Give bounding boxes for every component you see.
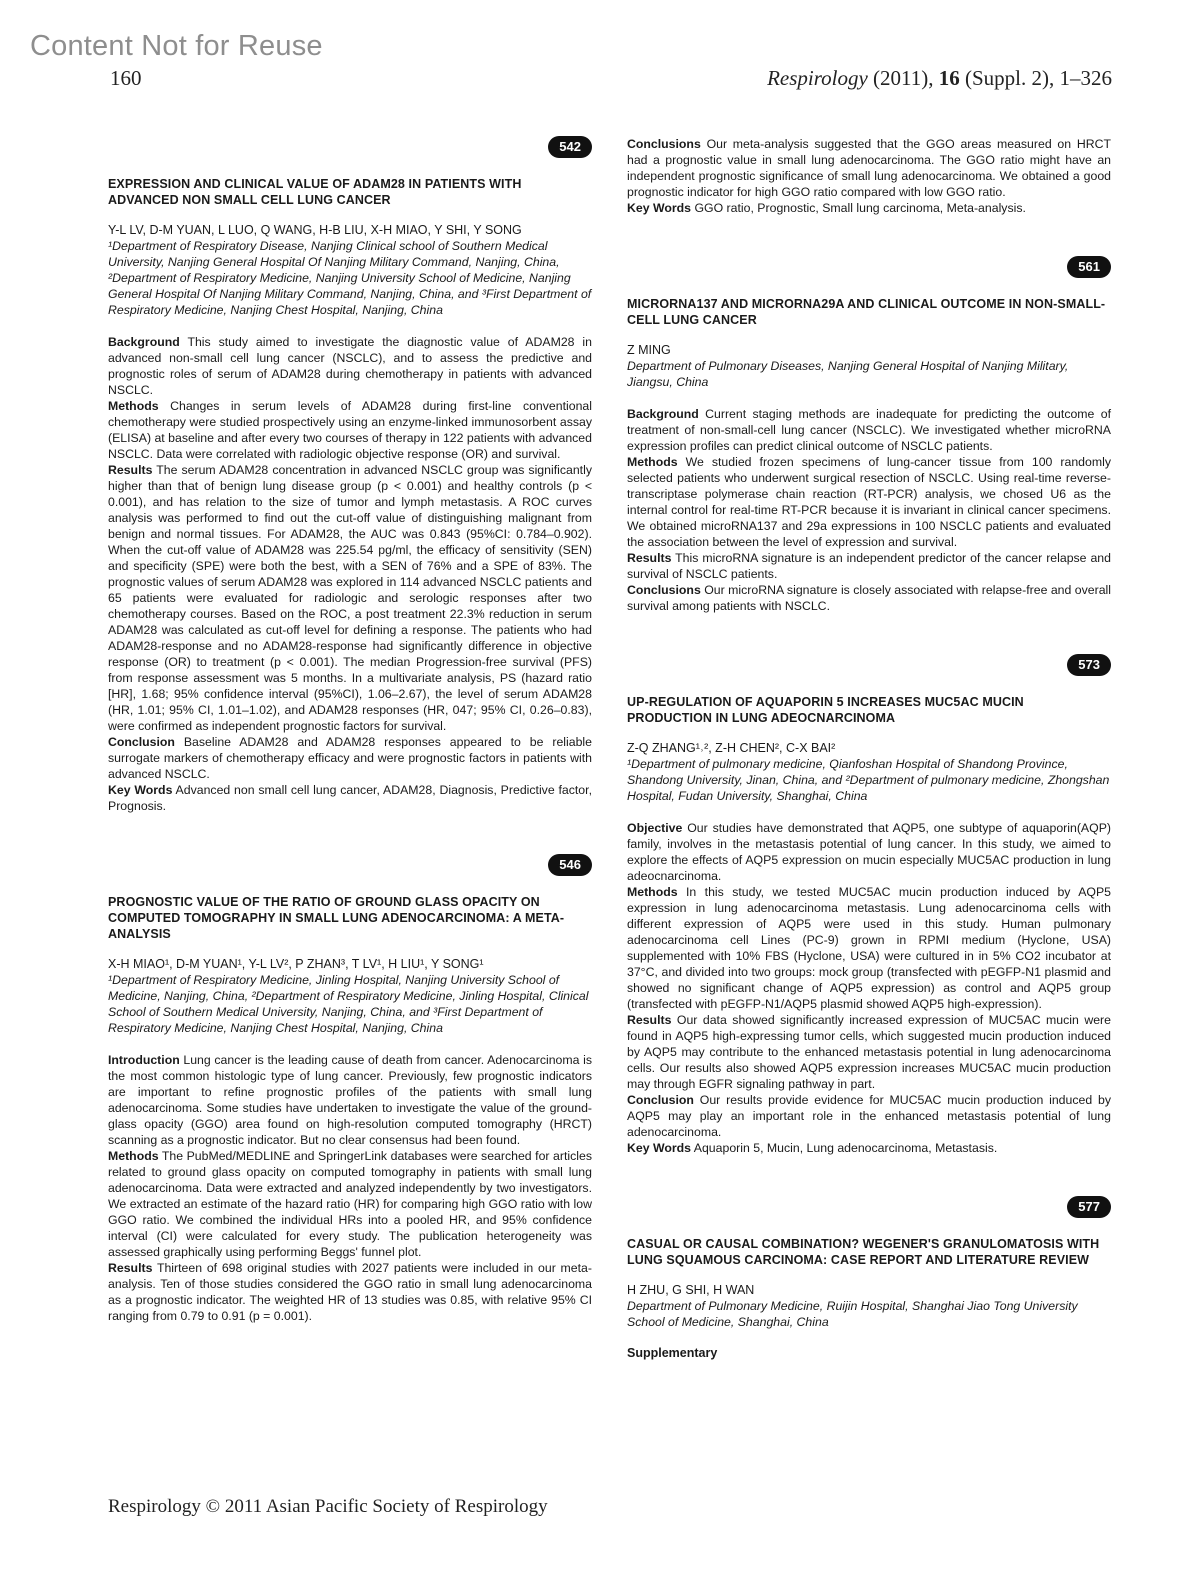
supplementary-heading: Supplementary	[627, 1346, 718, 1360]
abstract-authors: Z-Q ZHANG¹˒², Z-H CHEN², C-X BAI²	[627, 741, 836, 755]
section-text: Changes in serum levels of ADAM28 during first-line conventional chemotherapy were studied prospectively using an enzyme-linked immunosorbent assay (ELISA) at baseline and after every two courses of therapy in 122 patients with advanced NSCLC. Data were correlated with radiologic objective response (OR) and survival.	[108, 399, 592, 461]
abstract-561	[627, 256, 1111, 614]
abstract-authors: X-H MIAO¹, D-M YUAN¹, Y-L LV², P ZHAN³, T LV¹, H LIU¹, Y SONG¹	[108, 957, 484, 971]
section-text: Our microRNA signature is closely associated with relapse-free and overall survival among patients with NSCLC.	[627, 583, 1112, 613]
section-text: Baseline ADAM28 and ADAM28 responses appeared to be reliable surrogate markers of chemotherapy efficacy and were prognostic factors in patients with advanced NSCLC.	[108, 735, 592, 781]
section-text: Thirteen of 698 original studies with 2027 patients were included in our meta-analysis. Ten of those studies considered the GGO ratio in small lung adenocarcinoma as a prognostic indicator. The weighted HR of 13 studies was 0.85, with relative 95% CI ranging from 0.79 to 0.91 (p = 0.001).	[108, 1261, 592, 1323]
section-results	[108, 462, 592, 734]
abstract-authors: H ZHU, G SHI, H WAN	[627, 1283, 755, 1297]
abstract-affiliations: ¹Department of Respiratory Disease, Nanjing Clinical school of Southern Medical University, Nanjing General Hospital Of Nanjing Military Command, Nanjing, China, ²Department of Respiratory Medicine, Nanjing University School of Medicine, Nanjing General Hospital Of Nanjing Military Command, Nanjing, China, and ³First Department of Respiratory Medicine, Nanjing Chest Hospital, Nanjing, China	[108, 239, 592, 317]
section-results	[627, 550, 1111, 582]
section-text: Aquaporin 5, Mucin, Lung adenocarcinoma, Metastasis.	[693, 1141, 998, 1155]
section-conclusion	[627, 1092, 1111, 1140]
section-conclusion	[108, 734, 592, 782]
section-objective	[627, 820, 1111, 884]
section-heading: Introduction	[108, 1053, 180, 1067]
section-background	[627, 406, 1111, 454]
section-heading: Key Words	[627, 1141, 692, 1155]
section-methods	[627, 884, 1111, 1012]
section-background	[108, 334, 592, 398]
section-keywords	[627, 200, 1111, 216]
abstract-title: CASUAL OR CAUSAL COMBINATION? WEGENER'S GRANULOMATOSIS WITH LUNG SQUAMOUS CARCINOMA: CASE REPORT AND LITERATURE REVIEW	[627, 1237, 1100, 1267]
abstract-title: PROGNOSTIC VALUE OF THE RATIO OF GROUND GLASS OPACITY ON COMPUTED TOMOGRAPHY IN SMALL LUNG ADENOCARCINOMA: A META-ANALYSIS	[108, 895, 565, 941]
section-heading: Conclusion	[627, 1093, 694, 1107]
abstract-title: EXPRESSION AND CLINICAL VALUE OF ADAM28 IN PATIENTS WITH ADVANCED NON SMALL CELL LUNG CANCER	[108, 177, 522, 207]
section-text: Our meta-analysis suggested that the GGO areas measured on HRCT had a prognostic value in small lung adenocarcinoma. The GGO ratio might have an independent prognostic significance of small lung adenocarcinoma. We obtained a good prognostic indicator for high GGO ratio compared with low GGO ratio.	[627, 137, 1111, 199]
section-keywords	[108, 782, 592, 814]
journal-volume: 16	[938, 66, 960, 90]
right-column	[627, 136, 1111, 1360]
section-methods	[627, 454, 1111, 550]
section-conclusions	[627, 582, 1111, 614]
section-heading: Results	[108, 1261, 153, 1275]
section-text: We studied frozen specimens of lung-cancer tissue from 100 randomly selected patients who underwent surgical resection of NSCLC. Using real-time reverse-transcriptase polymerase chain reaction (RT-PCR) analysis, we chosed U6 as the internal control for real-time RT-PCR because it is invariant in clinical cancer specimens. We obtained microRNA137 and 29a expressions in 100 NSCLC patients and evaluated the association between the level of expression and survival.	[627, 455, 1111, 549]
page-number: 160	[110, 66, 142, 90]
section-heading: Methods	[108, 399, 159, 413]
section-text: Lung cancer is the leading cause of death from cancer. Adenocarcinoma is the most common histologic type of lung cancer. Previously, few prognostic indicators are important to refine prognostic profiles of the patients with small lung adenocarcinoma. Some studies have undertaken to investigate the value of the ground-glass opacity (GGO) area found on high-resolution computed tomography (HRCT) scanning as a prognostic indicator. But no clear consensus had been found.	[108, 1053, 592, 1147]
abstract-affiliations: Department of Pulmonary Medicine, Ruijin Hospital, Shanghai Jiao Tong University School of Medicine, Shanghai, China	[627, 1299, 1078, 1329]
section-introduction	[108, 1052, 592, 1148]
section-text: In this study, we tested MUC5AC mucin production induced by AQP5 expression in lung adenocarcinoma metastasis. Lung adenocarcinoma cells with different expression of AQP5 were used in this study. Human pulmonary adenocarcinoma cell Lines (PC-9) grown in RPMI medium (Hyclone, USA) supplemented with 10% FBS (Hyclone, USA) were cultured in in 5% CO2 incubator at 37°C, and divided into two groups: mock group (transfected with pEGFP-N1 plasmid and showed no significant change of AQP5 expression) as control and AQP5 group (transfected with pEGFP-N1/AQP5 plasmid showed AQP5 high-expression).	[627, 885, 1111, 1011]
abstract-title: MICRORNA137 AND MICRORNA29A AND CLINICAL OUTCOME IN NON-SMALL-CELL LUNG CANCER	[627, 297, 1106, 327]
section-heading: Results	[627, 1013, 672, 1027]
section-text: Advanced non small cell lung cancer, ADAM28, Diagnosis, Predictive factor, Prognosis.	[108, 783, 592, 813]
section-results	[108, 1260, 592, 1324]
section-conclusions	[627, 136, 1111, 200]
section-text: This study aimed to investigate the diagnostic value of ADAM28 in advanced non-small cell lung cancer (NSCLC), and to assess the predictive and prognostic roles of serum of ADAM28 during chemotherapy in patients with advanced NSCLC.	[108, 335, 592, 397]
abstract-number-badge: 573	[1067, 654, 1111, 676]
journal-year: (2011),	[873, 66, 934, 90]
abstract-title: UP-REGULATION OF AQUAPORIN 5 INCREASES MUC5AC MUCIN PRODUCTION IN LUNG ADEOCNARCINOMA	[627, 695, 1024, 725]
abstract-authors: Y-L LV, D-M YUAN, L LUO, Q WANG, H-B LIU, X-H MIAO, Y SHI, Y SONG	[108, 223, 522, 237]
abstract-affiliations: ¹Department of Respiratory Medicine, Jinling Hospital, Nanjing University School of Medicine, Nanjing, China, ²Department of Respiratory Medicine, Jinling Hospital, Clinical School of Southern Medical University, Nanjing, China, and ³First Department of Respiratory Medicine, Nanjing Chest Hospital, Nanjing, China	[108, 973, 589, 1035]
section-heading: Objective	[627, 821, 683, 835]
abstract-affiliations: ¹Department of pulmonary medicine, Qianfoshan Hospital of Shandong Province, Shandong University, Jinan, China, and ²Department of pulmonary medicine, Zhongshan Hospital, Fudan University, Shanghai, China	[627, 757, 1110, 803]
abstract-number-badge: 542	[548, 136, 592, 158]
abstract-546-continued	[627, 136, 1111, 216]
section-heading: Methods	[108, 1149, 159, 1163]
section-methods	[108, 398, 592, 462]
journal-name: Respirology	[767, 66, 868, 90]
abstract-affiliations: Department of Pulmonary Diseases, Nanjing General Hospital of Nanjing Military, Jiangsu, China	[627, 359, 1069, 389]
section-heading: Results	[108, 463, 153, 477]
section-text: Our data showed significantly increased expression of MUC5AC mucin were found in AQP5 high-expressing tumor cells, which suggested mucin production induced by AQP5 may contribute to the enhanced metastasis potential in lung adenocarcinoma cells. Our results also showed AQP5 expression increases MUC5AC mucin production may through EGFR signaling pathway in part.	[627, 1013, 1111, 1091]
left-column	[108, 136, 592, 1324]
journal-issue-pages: (Suppl. 2), 1–326	[965, 66, 1112, 90]
abstract-573	[627, 654, 1111, 1156]
section-text: The serum ADAM28 concentration in advanced NSCLC group was significantly higher than that of benign lung disease group (p < 0.001) and healthy controls (p < 0.001), and has relation to the size of tumor and lymph metastasis. A ROC curves analysis was performed to find out the cut-off value of distinguishing malignant from benign and normal tissues. For ADAM28, the AUC was 0.843 (95%CI: 0.784–0.902). When the cut-off value of ADAM28 was 225.54 pg/ml, the efficacy of sensitivity (SEN) and specificity (SPE) were both the best, with a SEN of 76% and a SPE of 83%. The prognostic values of serum ADAM28 was explored in 114 advanced NSCLC patients and 65 patients were evaluated for radiologic and serologic responses after two chemotherapy courses. Based on the ROC, a post treatment 22.3% reduction in serum ADAM28 was calculated as cut-off level for defining a response. The patients who had ADAM28-response and no ADAM28-response had significantly difference in objective response (OR) to treatment (p < 0.001). The median Progression-free survival (PFS) from response assessment was 5 months. In a multivariate analysis, PS (hazard ratio [HR], 1.68; 95% confidence interval (95%CI), 1.06–2.67), the level of serum ADAM28 (HR, 1.01; 95% CI, 1.01–1.02), and ADAM28 responses (HR, 047; 95% CI, 0.26–0.83), were confirmed as independent prognostic factors for survival.	[108, 463, 592, 733]
section-keywords	[627, 1140, 1111, 1156]
section-heading: Key Words	[108, 783, 173, 797]
section-heading: Methods	[627, 885, 678, 899]
section-heading: Key Words	[627, 201, 692, 215]
section-heading: Methods	[627, 455, 678, 469]
section-heading: Background	[108, 335, 180, 349]
section-heading: Conclusion	[108, 735, 175, 749]
abstract-577	[627, 1196, 1111, 1360]
abstract-542	[108, 136, 592, 814]
section-text: This microRNA signature is an independent predictor of the cancer relapse and survival of NSCLC patients.	[627, 551, 1111, 581]
watermark: Content Not for Reuse	[30, 30, 323, 62]
section-methods	[108, 1148, 592, 1260]
abstract-authors: Z MING	[627, 343, 671, 357]
section-heading: Conclusions	[627, 583, 701, 597]
section-heading: Conclusions	[627, 137, 701, 151]
footer-copyright: Respirology © 2011 Asian Pacific Society of Respirology	[108, 1496, 548, 1517]
section-text: GGO ratio, Prognostic, Small lung carcinoma, Meta-analysis.	[694, 201, 1026, 215]
abstract-546	[108, 854, 592, 1324]
section-text: Our studies have demonstrated that AQP5, one subtype of aquaporin(AQP) family, involves in the metastasis potential of lung cancer. In this study, we aimed to explore the effects of AQP5 expression on mucin especially MUC5AC production in lung adeocnarcinoma.	[627, 821, 1111, 883]
abstract-number-badge: 577	[1067, 1196, 1111, 1218]
section-heading: Background	[627, 407, 699, 421]
abstract-number-badge: 561	[1067, 256, 1111, 278]
section-text: The PubMed/MEDLINE and SpringerLink databases were searched for articles related to ground glass opacity on computed tomography in patients with small lung adenocarcinoma. Data were extracted and analyzed independently by two investigators. We extracted an estimate of the hazard ratio (HR) for comparing high GGO ratio with low GGO ratio. We combined the individual HRs into a pooled HR, and 95% confidence interval (CI) were calculated for every study. The publication heterogeneity was assessed graphically using performing Beggs' funnel plot.	[108, 1149, 592, 1259]
abstract-number-badge: 546	[548, 854, 592, 876]
section-results	[627, 1012, 1111, 1092]
section-text: Our results provide evidence for MUC5AC mucin production induced by AQP5 may play an important role in the enhanced metastasis potential of lung adenocarcinoma.	[627, 1093, 1111, 1139]
section-heading: Results	[627, 551, 672, 565]
running-head	[767, 66, 1112, 91]
section-text: Current staging methods are inadequate for predicting the outcome of treatment of non-small-cell lung cancer (NSCLC). We investigated whether microRNA expression profiles can predict clinical outcome of NSCLC patients.	[627, 407, 1112, 453]
